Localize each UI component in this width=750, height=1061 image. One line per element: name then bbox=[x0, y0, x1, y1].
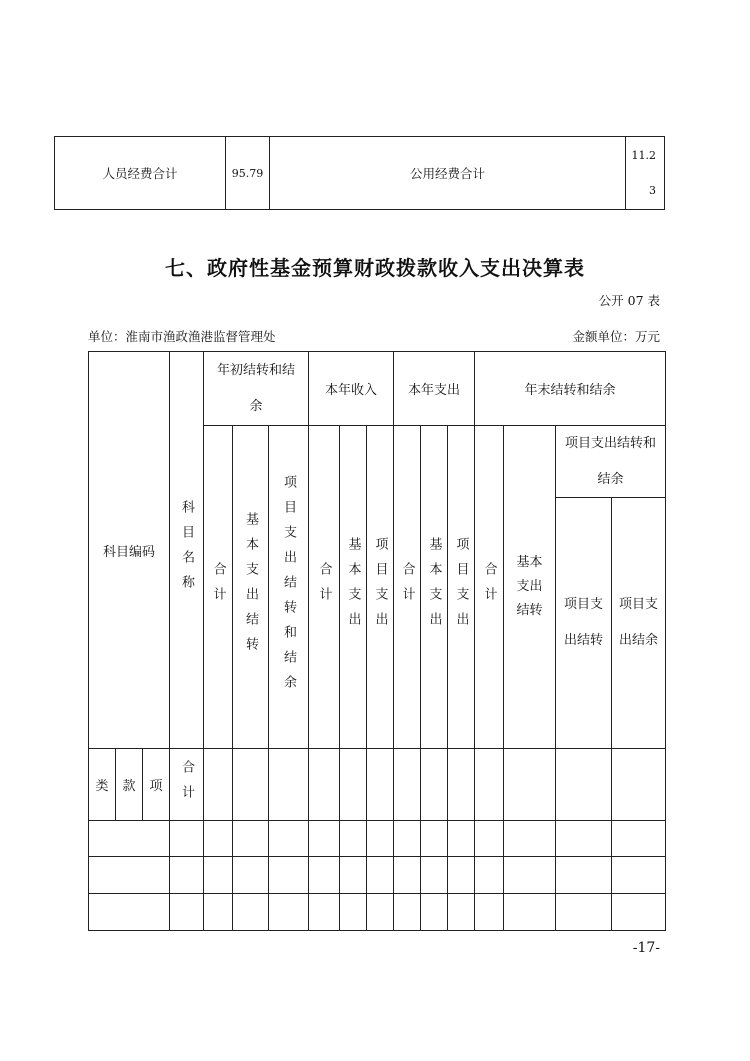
empty-value-cell bbox=[503, 820, 556, 857]
empty-code-cell bbox=[88, 893, 170, 931]
empty-value-cell bbox=[393, 893, 421, 931]
header-expense-project: 项目支出 bbox=[447, 425, 475, 749]
header-income-total: 合计 bbox=[308, 425, 340, 749]
header-expense-basic: 基本支出 bbox=[420, 425, 448, 749]
header-begin-basic-carry: 基本支出结转 bbox=[232, 425, 269, 749]
empty-value-cell bbox=[308, 856, 340, 894]
empty-value-cell bbox=[420, 748, 448, 821]
empty-value-cell bbox=[611, 856, 666, 894]
empty-value-cell bbox=[611, 820, 666, 857]
empty-value-cell bbox=[447, 893, 475, 931]
public-total-value-line2: 3 bbox=[649, 184, 656, 197]
header-income-group: 本年收入 bbox=[308, 351, 394, 426]
empty-code-cell bbox=[88, 856, 170, 894]
header-begin-group: 年初结转和结余 bbox=[203, 351, 309, 426]
empty-value-cell bbox=[308, 820, 340, 857]
empty-code-cell bbox=[88, 820, 170, 857]
empty-value-cell bbox=[474, 893, 504, 931]
empty-value-cell bbox=[203, 820, 233, 857]
empty-value-cell bbox=[268, 820, 309, 857]
empty-name-cell bbox=[169, 893, 204, 931]
empty-value-cell bbox=[308, 748, 340, 821]
empty-value-cell bbox=[203, 856, 233, 894]
header-begin-project-carry-balance: 项目支出结转和结余 bbox=[268, 425, 309, 749]
row-cat: 类 bbox=[88, 748, 116, 821]
empty-value-cell bbox=[420, 856, 448, 894]
public-total-value bbox=[625, 136, 665, 210]
empty-value-cell bbox=[555, 748, 612, 821]
header-begin-total: 合计 bbox=[203, 425, 233, 749]
empty-value-cell bbox=[203, 893, 233, 931]
header-income-project: 项目支出 bbox=[366, 425, 394, 749]
empty-value-cell bbox=[339, 856, 367, 894]
page-number: -17- bbox=[632, 940, 660, 956]
personnel-total-label: 人员经费合计 bbox=[54, 136, 226, 210]
empty-value-cell bbox=[447, 748, 475, 821]
row-item: 款 bbox=[115, 748, 143, 821]
empty-value-cell bbox=[393, 748, 421, 821]
empty-value-cell bbox=[339, 893, 367, 931]
empty-value-cell bbox=[339, 748, 367, 821]
header-end-basic-carry: 基本支出结转 bbox=[503, 425, 556, 749]
empty-value-cell bbox=[366, 748, 394, 821]
public-total-label: 公用经费合计 bbox=[269, 136, 626, 210]
empty-value-cell bbox=[555, 893, 612, 931]
empty-value-cell bbox=[447, 856, 475, 894]
amount-unit: 金额单位：万元 bbox=[572, 329, 660, 344]
empty-value-cell bbox=[503, 893, 556, 931]
empty-value-cell bbox=[268, 748, 309, 821]
empty-value-cell bbox=[366, 820, 394, 857]
empty-value-cell bbox=[393, 820, 421, 857]
empty-value-cell bbox=[268, 856, 309, 894]
header-end-group: 年末结转和结余 bbox=[474, 351, 666, 426]
empty-value-cell bbox=[393, 856, 421, 894]
form-number: 公开 07 表 bbox=[598, 293, 660, 308]
empty-value-cell bbox=[611, 893, 666, 931]
personnel-total-value: 95.79 bbox=[225, 136, 270, 210]
row-total-label: 合计 bbox=[169, 748, 204, 821]
empty-value-cell bbox=[339, 820, 367, 857]
empty-name-cell bbox=[169, 856, 204, 894]
header-expense-total: 合计 bbox=[393, 425, 421, 749]
header-subject-code: 科目编码 bbox=[88, 351, 170, 749]
empty-value-cell bbox=[308, 893, 340, 931]
unit-label: 单位：淮南市渔政渔港监督管理处 bbox=[88, 329, 276, 344]
empty-value-cell bbox=[555, 856, 612, 894]
header-end-project-group: 项目支出结转和结余 bbox=[555, 425, 666, 498]
empty-value-cell bbox=[503, 856, 556, 894]
empty-value-cell bbox=[503, 748, 556, 821]
empty-value-cell bbox=[232, 856, 269, 894]
empty-value-cell bbox=[203, 748, 233, 821]
empty-value-cell bbox=[474, 856, 504, 894]
empty-value-cell bbox=[447, 820, 475, 857]
header-expense-group: 本年支出 bbox=[393, 351, 475, 426]
empty-name-cell bbox=[169, 820, 204, 857]
page-title: 七、政府性基金预算财政拨款收入支出决算表 bbox=[165, 256, 585, 280]
empty-value-cell bbox=[474, 820, 504, 857]
empty-value-cell bbox=[611, 748, 666, 821]
empty-value-cell bbox=[474, 748, 504, 821]
empty-value-cell bbox=[420, 893, 448, 931]
empty-value-cell bbox=[420, 820, 448, 857]
empty-value-cell bbox=[268, 893, 309, 931]
empty-value-cell bbox=[232, 893, 269, 931]
empty-value-cell bbox=[232, 820, 269, 857]
header-end-total: 合计 bbox=[474, 425, 504, 749]
public-total-value-line1: 11.2 bbox=[631, 149, 656, 162]
empty-value-cell bbox=[555, 820, 612, 857]
header-income-basic: 基本支出 bbox=[339, 425, 367, 749]
empty-value-cell bbox=[366, 893, 394, 931]
row-sub: 项 bbox=[142, 748, 170, 821]
empty-value-cell bbox=[232, 748, 269, 821]
header-end-project-balance: 项目支出结余 bbox=[611, 497, 666, 749]
header-subject-name: 科目名称 bbox=[169, 351, 204, 749]
empty-value-cell bbox=[366, 856, 394, 894]
header-end-project-carry: 项目支出结转 bbox=[555, 497, 612, 749]
